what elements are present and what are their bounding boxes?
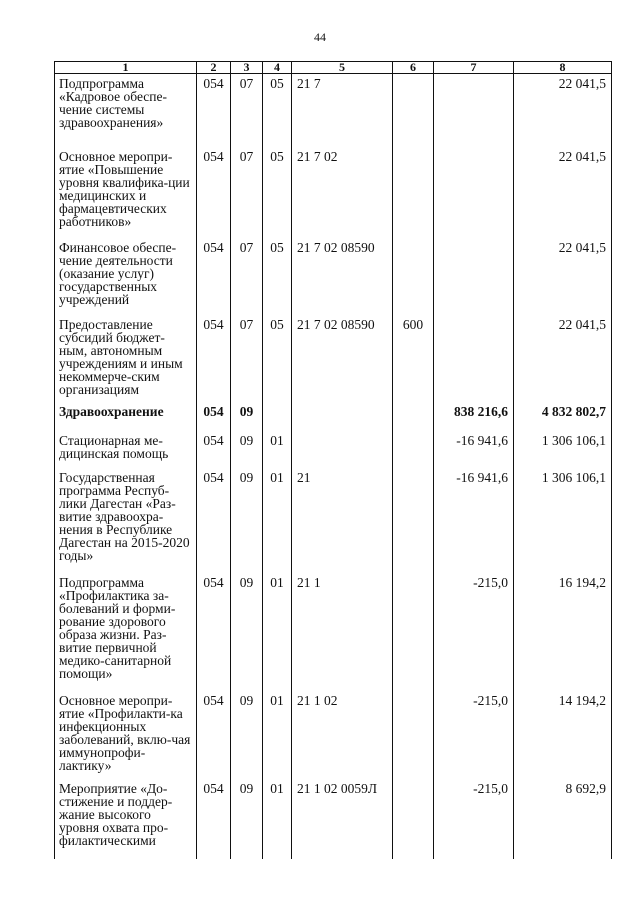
- page-number: 44: [314, 30, 326, 44]
- row-expense-type-cell: [393, 573, 434, 691]
- row-section-cell: 09: [231, 431, 263, 468]
- row-subsection-cell: 01: [263, 468, 292, 573]
- row-section-cell: 07: [231, 238, 263, 315]
- row-code-cell: 054: [197, 468, 231, 573]
- row-target-article-cell: 21 1 02 0059Л: [292, 779, 393, 859]
- row-section-cell: 09: [231, 573, 263, 691]
- row-total-amount-cell: 22 041,5: [514, 238, 612, 315]
- row-change-amount-cell: -16 941,6: [434, 468, 514, 573]
- column-header-1: 1: [55, 62, 197, 74]
- row-expense-type-cell: [393, 74, 434, 147]
- table-row: [55, 238, 612, 315]
- budget-table: [54, 61, 612, 859]
- row-name-cell: Подпрограмма «Профилактика за-болеваний и форми-рование здорового образа жизни. Раз-витие первичной медико-санитарной помощи»: [55, 573, 197, 691]
- row-target-article-cell: [292, 402, 393, 431]
- row-total-amount-cell: 1 306 106,1: [514, 431, 612, 468]
- row-change-amount-cell: 838 216,6: [434, 402, 514, 431]
- table-row: [55, 779, 612, 859]
- row-change-amount-cell: -215,0: [434, 573, 514, 691]
- row-section-cell: 07: [231, 315, 263, 402]
- row-target-article-cell: 21 7 02: [292, 147, 393, 238]
- row-change-amount-cell: [434, 147, 514, 238]
- row-code-cell: 054: [197, 402, 231, 431]
- row-expense-type-cell: [393, 468, 434, 573]
- column-header-2: 2: [197, 62, 231, 74]
- row-subsection-cell: 05: [263, 74, 292, 147]
- row-subsection-cell: 01: [263, 779, 292, 859]
- row-total-amount-cell: 1 306 106,1: [514, 468, 612, 573]
- table-row: [55, 573, 612, 691]
- row-code-cell: 054: [197, 779, 231, 859]
- row-name-cell: Финансовое обеспе-чение деятельности (оказание услуг) государственных учреждений: [55, 238, 197, 315]
- row-total-amount-cell: 22 041,5: [514, 315, 612, 402]
- row-total-amount-cell: 4 832 802,7: [514, 402, 612, 431]
- row-subsection-cell: 01: [263, 573, 292, 691]
- row-change-amount-cell: -16 941,6: [434, 431, 514, 468]
- row-total-amount-cell: 22 041,5: [514, 74, 612, 147]
- column-header-3: 3: [231, 62, 263, 74]
- row-section-cell: 07: [231, 74, 263, 147]
- row-name-cell: Государственная программа Респуб-лики Дагестан «Раз-витие здравоохра-нения в Республике Дагестан на 2015-2020 годы»: [55, 468, 197, 573]
- table-row: [55, 468, 612, 573]
- row-subsection-cell: 01: [263, 691, 292, 779]
- table-row: [55, 147, 612, 238]
- row-target-article-cell: 21 7 02 08590: [292, 238, 393, 315]
- row-change-amount-cell: -215,0: [434, 779, 514, 859]
- row-expense-type-cell: [393, 779, 434, 859]
- header-row: [55, 62, 612, 74]
- row-change-amount-cell: [434, 238, 514, 315]
- row-section-cell: 07: [231, 147, 263, 238]
- row-target-article-cell: [292, 431, 393, 468]
- column-header-5: 5: [292, 62, 393, 74]
- row-target-article-cell: 21 7 02 08590: [292, 315, 393, 402]
- row-section-cell: 09: [231, 468, 263, 573]
- row-section-cell: 09: [231, 779, 263, 859]
- row-total-amount-cell: 8 692,9: [514, 779, 612, 859]
- row-name-cell: Основное меропри-ятие «Профилакти-ка инфекционных заболеваний, вклю-чая иммунопрофи-лактику»: [55, 691, 197, 779]
- row-code-cell: 054: [197, 74, 231, 147]
- table-row: [55, 402, 612, 431]
- row-total-amount-cell: 16 194,2: [514, 573, 612, 691]
- table-row: [55, 74, 612, 147]
- column-header-6: 6: [393, 62, 434, 74]
- row-subsection-cell: 05: [263, 315, 292, 402]
- row-subsection-cell: [263, 402, 292, 431]
- row-expense-type-cell: [393, 147, 434, 238]
- row-code-cell: 054: [197, 573, 231, 691]
- table-row: [55, 431, 612, 468]
- row-expense-type-cell: [393, 402, 434, 431]
- row-subsection-cell: 01: [263, 431, 292, 468]
- row-code-cell: 054: [197, 238, 231, 315]
- row-change-amount-cell: [434, 74, 514, 147]
- row-target-article-cell: 21 7: [292, 74, 393, 147]
- row-change-amount-cell: [434, 315, 514, 402]
- row-name-cell: Стационарная ме-дицинская помощь: [55, 431, 197, 468]
- row-target-article-cell: 21 1: [292, 573, 393, 691]
- column-header-4: 4: [263, 62, 292, 74]
- row-total-amount-cell: 14 194,2: [514, 691, 612, 779]
- row-code-cell: 054: [197, 147, 231, 238]
- table-body: [55, 74, 612, 859]
- table-row: [55, 691, 612, 779]
- row-code-cell: 054: [197, 431, 231, 468]
- row-expense-type-cell: [393, 691, 434, 779]
- row-change-amount-cell: -215,0: [434, 691, 514, 779]
- row-expense-type-cell: 600: [393, 315, 434, 402]
- row-code-cell: 054: [197, 691, 231, 779]
- column-header-8: 8: [514, 62, 612, 74]
- row-expense-type-cell: [393, 238, 434, 315]
- row-name-cell: Здравоохранение: [55, 402, 197, 431]
- row-total-amount-cell: 22 041,5: [514, 147, 612, 238]
- column-header-7: 7: [434, 62, 514, 74]
- table-row: [55, 315, 612, 402]
- row-section-cell: 09: [231, 691, 263, 779]
- row-name-cell: Предоставление субсидий бюджет-ным, автономным учреждениям и иным некоммерче-ским организациям: [55, 315, 197, 402]
- row-target-article-cell: 21 1 02: [292, 691, 393, 779]
- row-subsection-cell: 05: [263, 147, 292, 238]
- row-code-cell: 054: [197, 315, 231, 402]
- row-expense-type-cell: [393, 431, 434, 468]
- row-name-cell: Мероприятие «До-стижение и поддер-жание высокого уровня охвата про-филактическими: [55, 779, 197, 859]
- row-subsection-cell: 05: [263, 238, 292, 315]
- row-name-cell: Подпрограмма «Кадровое обеспе-чение системы здравоохранения»: [55, 74, 197, 147]
- row-section-cell: 09: [231, 402, 263, 431]
- row-name-cell: Основное меропри-ятие «Повышение уровня квалифика-ции медицинских и фармацевтических работников»: [55, 147, 197, 238]
- row-target-article-cell: 21: [292, 468, 393, 573]
